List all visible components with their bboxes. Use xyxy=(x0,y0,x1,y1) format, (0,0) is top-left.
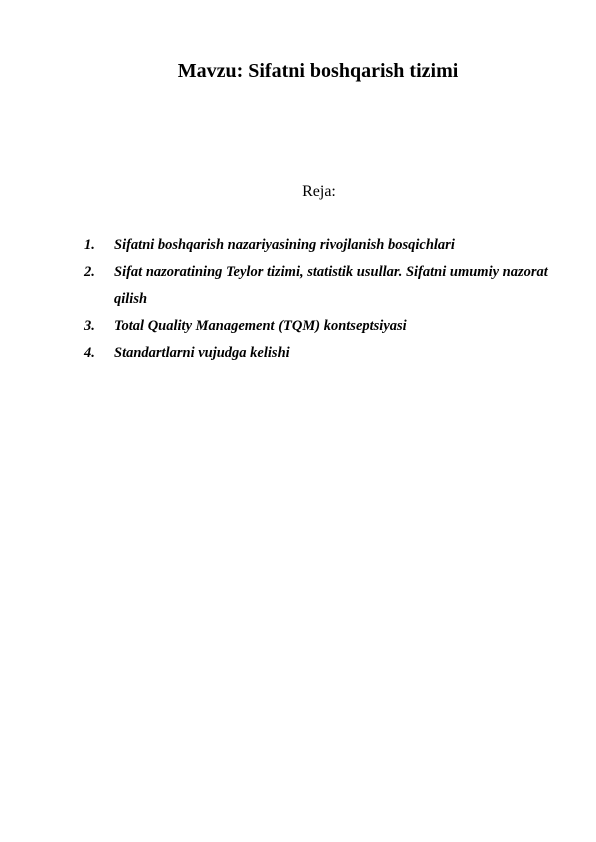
plan-item xyxy=(84,313,554,340)
plan-item-number: 1. xyxy=(84,237,95,253)
plan-item xyxy=(84,259,554,313)
plan-item xyxy=(84,232,554,259)
plan-item-text: Sifatni boshqarish nazariyasining rivojlanish bosqichlari xyxy=(114,237,455,253)
document-title: Mavzu: Sifatni boshqarish tizimi xyxy=(177,60,459,82)
plan-item-number: 2. xyxy=(84,264,95,280)
plan-item xyxy=(84,340,554,367)
plan-item-number: 4. xyxy=(84,345,95,361)
plan-heading: Reja: xyxy=(302,183,336,200)
plan-item-text: Standartlarni vujudga kelishi xyxy=(114,345,290,361)
plan-item-text: Total Quality Management (TQM) kontseptsiyasi xyxy=(114,318,407,334)
plan-item-number: 3. xyxy=(84,318,95,334)
plan-list xyxy=(84,232,554,367)
plan-item-text: Sifat nazoratining Teylor tizimi, statistik usullar. Sifatni umumiy nazorat qilish xyxy=(114,264,548,307)
